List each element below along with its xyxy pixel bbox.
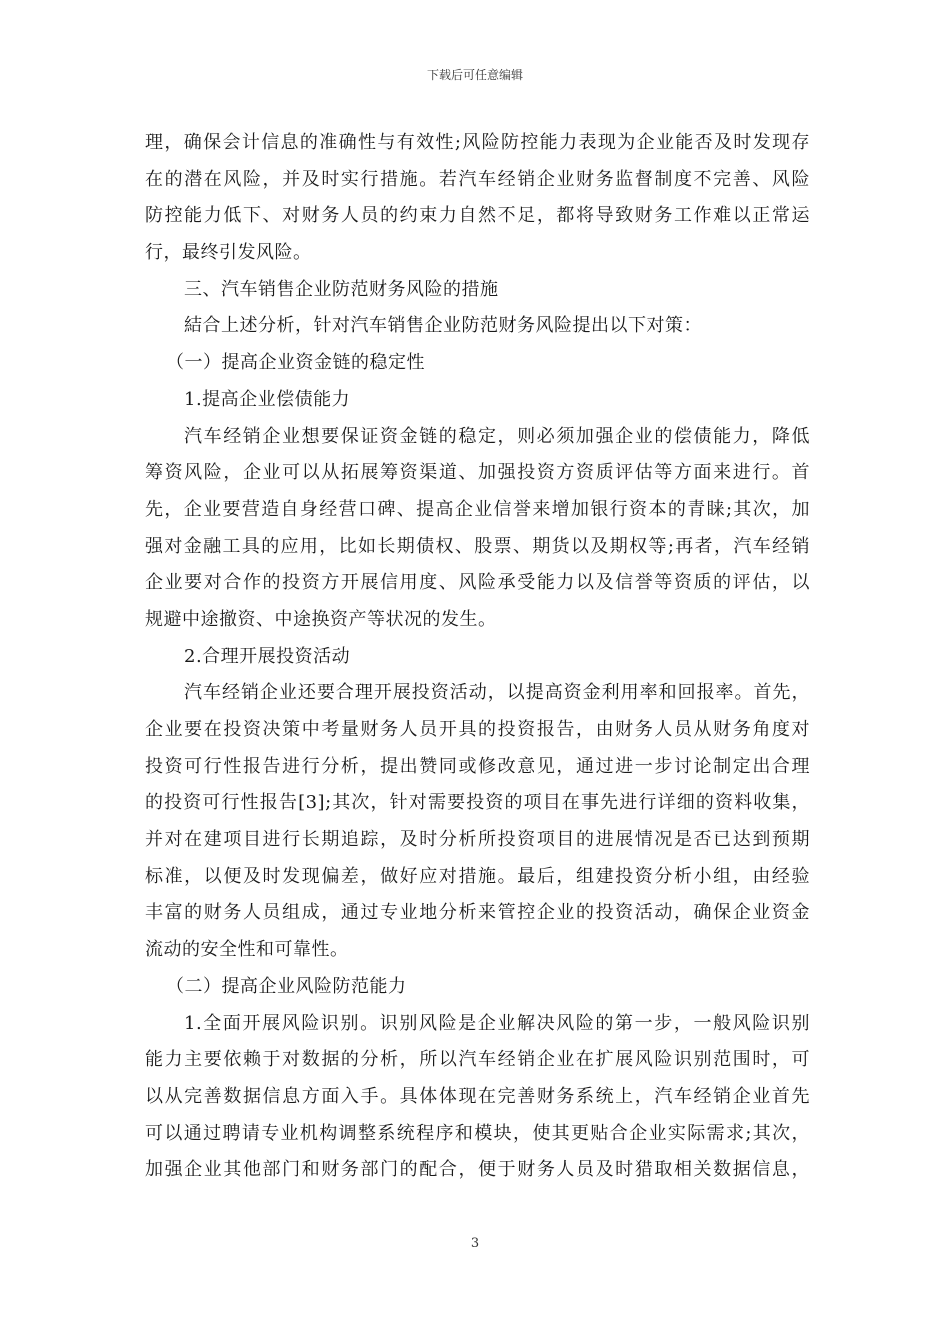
paragraph-line: 并对在建项目进行长期追踪，及时分析所投资项目的进展情况是否已达到预期 xyxy=(145,829,810,851)
paragraph-line: 企业要在投资决策中考量财务人员开具的投资报告，由财务人员从财务角度对 xyxy=(145,719,810,740)
paragraph-line: 投资可行性报告进行分析，提出赞同或修改意见，通过进一步讨论制定出合理 xyxy=(145,755,810,777)
document-body xyxy=(145,125,810,1189)
subsection-heading: （二）提高企业风险防范能力 xyxy=(166,975,407,997)
paragraph-line: 以从完善数据信息方面入手。具体体现在完善财务系统上，汽车经销企业首先 xyxy=(145,1085,810,1107)
item-heading: 1.提高企业偿债能力 xyxy=(184,388,351,410)
paragraph-line: 的投资可行性报告[3];其次，针对需要投资的项目在事先进行详细的资料收集， xyxy=(145,792,810,814)
paragraph-line: 丰富的财务人员组成，通过专业地分析来管控企业的投资活动，确保企业资金 xyxy=(145,902,810,924)
paragraph-line: 筹资风险，企业可以从拓展筹资渠道、加强投资方资质评估等方面来进行。首 xyxy=(145,462,810,484)
paragraph-line: 防控能力低下、对财务人员的约束力自然不足，都将导致财务工作难以正常运 xyxy=(145,205,810,227)
section-heading: 三、汽车销售企业防范财务风险的措施 xyxy=(184,278,499,300)
paragraph-line: 流动的安全性和可靠性。 xyxy=(145,939,349,961)
paragraph-line: 理，确保会计信息的准确性与有效性;风险防控能力表现为企业能否及时发现存 xyxy=(145,132,810,153)
paragraph-line: 行，最终引发风险。 xyxy=(145,242,312,264)
paragraph-line: 汽车经销企业想要保证资金链的稳定，则必须加强企业的偿债能力，降低 xyxy=(184,425,810,447)
paragraph-line: 强对金融工具的应用，比如长期债权、股票、期货以及期权等;再者，汽车经销 xyxy=(145,535,810,557)
paragraph-line: 企业要对合作的投资方开展信用度、风险承受能力以及信誉等资质的评估，以 xyxy=(145,572,810,594)
paragraph-line: 规避中途撤资、中途换资产等状况的发生。 xyxy=(145,608,497,630)
paragraph-line: 加强企业其他部门和财务部门的配合，便于财务人员及时猎取相关数据信息， xyxy=(145,1159,810,1181)
paragraph-line: 汽车经销企业还要合理开展投资活动，以提高资金利用率和回报率。首先， xyxy=(184,682,810,704)
paragraph-line: 1.全面开展风险识别。识别风险是企业解决风险的第一步，一般风险识别 xyxy=(184,1012,810,1034)
paragraph-line: 先，企业要营造自身经营口碑、提高企业信誉来增加银行资本的青睐;其次，加 xyxy=(145,498,810,520)
item-heading: 2.合理开展投资活动 xyxy=(184,645,351,667)
subsection-heading: （一）提高企业资金链的稳定性 xyxy=(166,352,425,374)
paragraph-line: 可以通过聘请专业机构调整系统程序和模块，使其更贴合企业实际需求;其次， xyxy=(145,1122,810,1144)
page-number: 3 xyxy=(470,1236,480,1251)
paragraph-line: 能力主要依赖于对数据的分析，所以汽车经销企业在扩展风险识别范围时，可 xyxy=(145,1049,810,1071)
paragraph-line: 在的潜在风险，并及时实行措施。若汽车经销企业财务监督制度不完善、风险 xyxy=(145,168,810,190)
page-header: 下载后可任意编辑 xyxy=(426,68,523,82)
paragraph-line: 結合上述分析，针对汽车销售企业防范财务风险提出以下对策： xyxy=(184,315,702,337)
paragraph-line: 标准，以便及时发现偏差，做好应对措施。最后，组建投资分析小组，由经验 xyxy=(145,865,810,887)
